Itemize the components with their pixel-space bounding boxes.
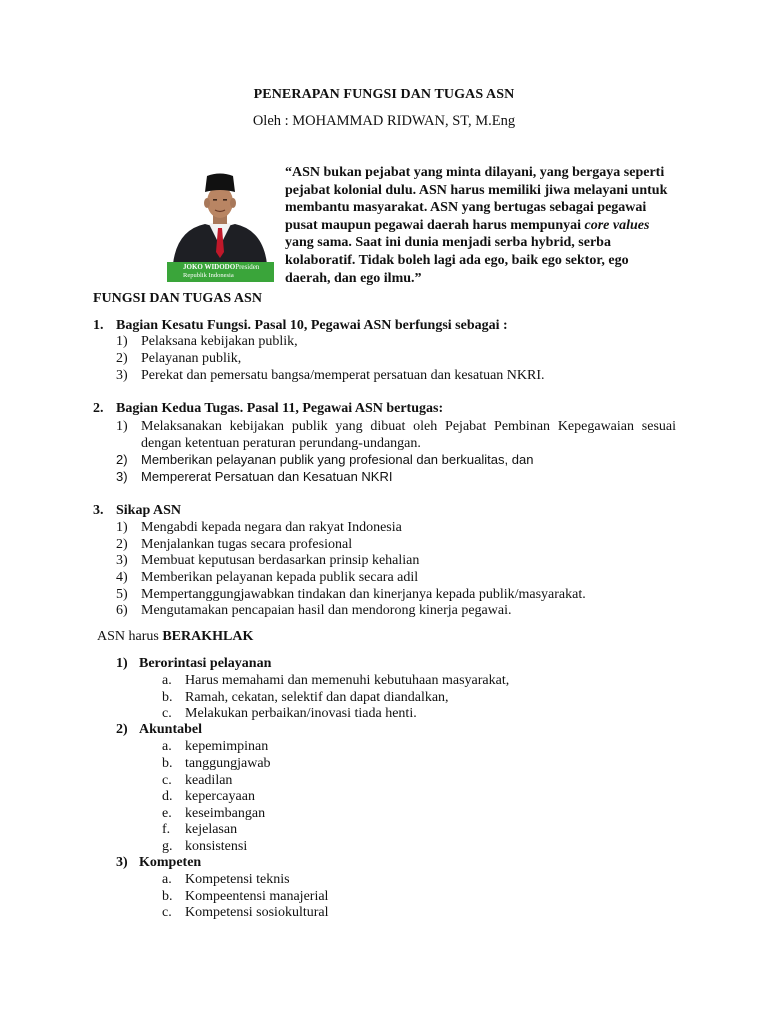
group-number: 2. bbox=[93, 401, 104, 416]
quote-emphasis: core values bbox=[584, 217, 650, 233]
group-heading: Bagian Kesatu Fungsi. Pasal 10, Pegawai ASN berfungsi sebagai : bbox=[116, 318, 508, 333]
caption-title: Presiden bbox=[235, 263, 260, 271]
document-author: Oleh : MOHAMMAD RIDWAN, ST, M.Eng bbox=[252, 113, 516, 129]
group-heading: Kompeten bbox=[139, 855, 202, 870]
quote-block bbox=[285, 164, 675, 287]
group-number: 1) bbox=[116, 656, 128, 671]
quote-line: pusat maupun pegawai daerah harus mempunyai core values bbox=[285, 217, 650, 233]
caption-name: JOKO WIDODO bbox=[183, 263, 236, 271]
group-number: 1. bbox=[93, 318, 104, 333]
quote-line: “ASN bukan pejabat yang minta dilayani, yang bergaya seperti bbox=[285, 165, 665, 180]
photo-caption bbox=[167, 262, 274, 282]
section-heading-fungsi: FUNGSI DAN TUGAS ASN bbox=[93, 291, 262, 306]
section-heading-berakhlak: ASN harus BERAKHLAK bbox=[97, 629, 254, 644]
group-heading: Bagian Kedua Tugas. Pasal 11, Pegawai ASN bertugas: bbox=[116, 401, 444, 416]
group-heading: Berorintasi pelayanan bbox=[139, 656, 272, 671]
document-title: PENERAPAN FUNGSI DAN TUGAS ASN bbox=[253, 87, 515, 102]
quote-line: pejabat kolonial dulu. ASN harus memiliki jiwa melayani untuk bbox=[285, 182, 668, 198]
quote-line: membantu masyarakat. ASN yang bertugas sebagai pegawai bbox=[285, 200, 647, 216]
group-number: 2) bbox=[116, 722, 128, 737]
quote-line: yang sama. Saat ini dunia menjadi serba hybrid, serba bbox=[285, 235, 611, 251]
group-heading: Sikap ASN bbox=[116, 503, 181, 518]
president-photo bbox=[167, 168, 274, 282]
quote-line: kolaboratif. Tidak boleh lagi ada ego, baik ego sektor, ego bbox=[285, 252, 629, 268]
group-heading: Akuntabel bbox=[139, 722, 203, 737]
caption-country: Republik Indonesia bbox=[183, 272, 234, 279]
group-number: 3. bbox=[93, 503, 104, 518]
document-page: PENERAPAN FUNGSI DAN TUGAS ASN Oleh : MOHAMMAD RIDWAN, ST, M.Eng JOKO WIDODOPresiden Republik Indonesia “ASN bukan pejabat yang minta dilayani, yang bergaya seperti pejabat kolonial dulu. ASN harus memiliki jiwa melayani untuk membantu masyarakat. ASN yang bertugas sebagai pegawai pusat maupun pegawai daerah harus mempunyai core values yang sama. Saat ini dunia menjadi serba hybrid, serba kolaboratif. Tidak boleh lagi ada ego, baik ego sektor, ego daerah, dan ego ilmu.” FUNGSI DAN TUGAS ASN 1. Bagian Kesatu Fungsi. Pasal 10, Pegawai ASN berfungsi sebagai : 1) Pelaksana kebijakan publik, 2) Pelayanan publik, 3) Perekat dan pemersatu bangsa/memperat persatuan dan kesatuan NKRI. 2. Bagian Kedua Tugas. Pasal 11, Pegawai ASN bertugas: 1) Melaksanakan kebijakan publik yang dibuat oleh Pejabat Pembinan Kepegawaian sesuai dengan ketentuan peraturan perundang-undangan. 2) Memberikan pelayanan publik yang profesional dan berkualitas, dan 3) Mempererat Persatuan dan Kesatuan NKRI 3. Sikap ASN 1) Mengabdi kepada negara dan rakyat Indonesia 2) Menjalankan tugas secara profesional 3) Membuat keputusan berdasarkan prinsip kehalian 4) Memberikan pelayanan kepada publik secara adil 5) Mempertanggungjawabkan tindakan dan kinerjanya kepada publik/masyarakat. 6) Mengutamakan pencapaian hasil dan mendorong kinerja pegawai. ASN harus BERAKHLAK 1) Berorintasi pelayanan a. Harus memahami dan memenuhi kebutuhaan masyarakat, b. Ramah, cekatan, selektif dan dapat diandalkan, c. Melakukan perbaikan/inovasi tiada henti. 2) Akuntabel a. kepemimpinan b. tanggungjawab c. keadilan d. kepercayaan e. keseimbangan f. kejelasan g. konsistensi 3) Kompeten a. Kompetensi teknis b. Kompeentensi manajerial c. Kompetensi sosiokultural bbox=[0, 0, 768, 1024]
quote-line: daerah, dan ego ilmu.” bbox=[285, 270, 422, 286]
group-number: 3) bbox=[116, 855, 128, 870]
